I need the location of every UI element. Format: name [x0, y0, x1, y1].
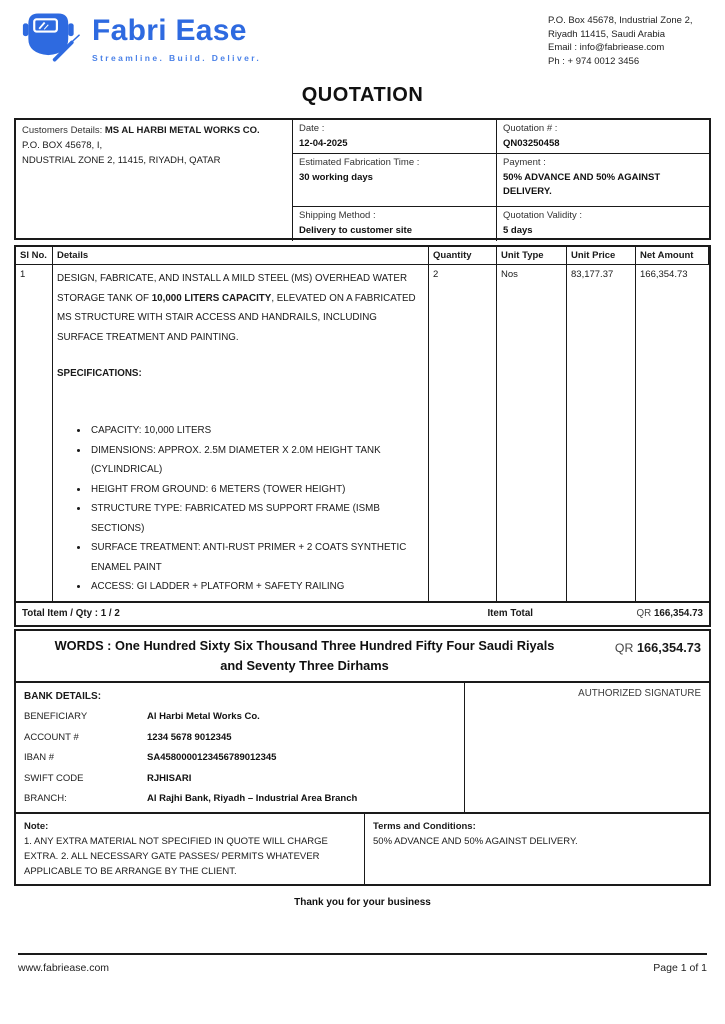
payment-label: Payment :	[503, 157, 546, 168]
note-cell	[16, 814, 365, 884]
customer-name: MS AL HARBI METAL WORKS CO.	[104, 125, 260, 136]
bank-details-cell	[16, 683, 465, 813]
specifications-list	[79, 421, 424, 597]
quotation-number-value: QN03250458	[503, 138, 560, 149]
spec-item: • STRUCTURE TYPE: FABRICATED MS SUPPORT FRAME (ISMB SECTIONS)	[89, 499, 424, 538]
note-body: 1. ANY EXTRA MATERIAL NOT SPECIFIED IN QUOTE WILL CHARGE EXTRA. 2. ALL NECESSARY GATE PASSES/ PERMITS WHATEVER APPLICABLE TO BE ARRANGE BY THE CLIENT.	[24, 836, 328, 877]
company-email: Email : info@fabriease.com	[548, 42, 665, 53]
brand-tagline: Streamline. Build. Deliver.	[92, 53, 262, 63]
currency-code: QR	[636, 608, 652, 619]
item-total-label: Item Total	[487, 608, 533, 619]
item-net-amount: 166,354.73	[640, 269, 688, 280]
date-label: Date :	[299, 123, 325, 134]
specifications-heading: SPECIFICATIONS:	[57, 368, 142, 379]
fabrication-time-label: Estimated Fabrication Time :	[299, 157, 420, 168]
bank-row-swift: SWIFT CODE RJHISARI	[24, 772, 192, 784]
fabrication-time-value: 30 working days	[299, 172, 373, 183]
shipping-method-cell	[293, 207, 497, 241]
spec-item: • SURFACE TREATMENT: ANTI-RUST PRIMER + 2 COATS SYNTHETIC ENAMEL PAINT	[89, 538, 424, 577]
spec-item: • HEIGHT FROM GROUND: 6 METERS (TOWER HEIGHT)	[89, 480, 424, 500]
footer-page-number: Page 1 of 1	[653, 962, 707, 974]
spec-item: • ACCESS: GI LADDER + PLATFORM + SAFETY RAILING	[89, 577, 424, 597]
item-unit-price: 83,177.37	[567, 265, 636, 601]
bank-row-beneficiary: BENEFICIARY Al Harbi Metal Works Co.	[24, 711, 260, 722]
brand-texts	[92, 8, 261, 63]
quotation-number-label: Quotation # :	[503, 123, 558, 134]
bank-row-iban: IBAN # SA4580000123456789012345	[24, 752, 277, 763]
payment-cell	[497, 154, 709, 207]
column-header-quantity: Quantity	[429, 247, 497, 265]
bank-details-heading: BANK DETAILS:	[24, 690, 102, 702]
item-description: DESIGN, FABRICATE, AND INSTALL A MILD STEEL (MS) OVERHEAD WATER STORAGE TANK OF 10,000 LITERS CAPACITY, ELEVATED ON A FABRICATED MS STRUCTURE WITH STAIR ACCESS AND HANDRAILS, INCLUDING SURFACE TREATMENT AND PAINTING.	[57, 273, 416, 343]
terms-body: 50% ADVANCE AND 50% AGAINST DELIVERY.	[373, 836, 578, 847]
column-header-sl-no: Sl No.	[16, 247, 53, 265]
quotation-number-cell	[497, 120, 709, 154]
bank-row-branch: BRANCH: Al Rajhi Bank, Riyadh – Industrial Area Branch	[24, 793, 358, 804]
welding-helmet-icon	[22, 8, 80, 69]
quotation-validity-label: Quotation Validity :	[503, 210, 583, 221]
item-total-amount: QR 166,354.73	[636, 608, 703, 619]
footer-website: www.fabriease.com	[18, 962, 110, 974]
spec-item: • DIMENSIONS: APPROX. 2.5M DIAMETER X 2.0M HEIGHT TANK (CYLINDRICAL)	[89, 441, 424, 480]
quotation-validity-value: 5 days	[503, 225, 533, 236]
item-details-cell	[53, 265, 429, 601]
brand-name: Fabri Ease	[92, 14, 247, 47]
item-unit-type: Nos	[497, 265, 567, 601]
company-contact	[548, 14, 693, 68]
note-heading: Note:	[24, 821, 49, 832]
shipping-method-label: Shipping Method :	[299, 210, 376, 221]
fabrication-time-cell	[293, 154, 497, 207]
brand-block	[22, 8, 261, 69]
company-phone: Ph : + 974 0012 3456	[548, 55, 640, 67]
total-item-qty: Total Item / Qty : 1 / 2	[22, 608, 120, 619]
bank-row-account: ACCOUNT # 1234 5678 9012345	[24, 731, 232, 743]
date-value: 12-04-2025	[299, 138, 348, 149]
amount-in-words-box	[14, 629, 711, 683]
authorized-signature-cell	[465, 683, 709, 813]
closing-message: Thank you for your business	[294, 897, 431, 908]
customer-details-label: Customers Details:	[22, 125, 103, 136]
items-table	[14, 245, 711, 603]
amount-in-words-value: QR 166,354.73	[614, 639, 701, 655]
document-title: QUOTATION	[301, 84, 424, 106]
column-header-details: Details	[53, 247, 429, 265]
amount-in-words: WORDS : One Hundred Sixty Six Thousand Three Hundred Fifty Four Saudi Riyals and Seventy Three Dirhams	[54, 637, 555, 673]
totals-row	[14, 601, 711, 627]
shipping-method-value: Delivery to customer site	[299, 225, 412, 236]
terms-heading: Terms and Conditions:	[373, 821, 476, 832]
company-address-line1: P.O. Box 45678, Industrial Zone 2,	[548, 15, 693, 26]
customer-address-line2: NDUSTRIAL ZONE 2, 11415, RIYADH, QATAR	[22, 155, 221, 166]
column-header-unit-price: Unit Price	[567, 247, 636, 265]
currency-code: QR	[614, 640, 634, 655]
document-body	[14, 118, 711, 908]
bank-details-box	[14, 681, 711, 815]
quotation-info-grid	[14, 118, 711, 240]
date-cell	[293, 120, 497, 154]
authorized-signature-label: AUTHORIZED SIGNATURE	[578, 687, 701, 699]
spec-item: • CAPACITY: 10,000 LITERS	[89, 421, 424, 441]
item-quantity: 2	[429, 265, 497, 601]
column-header-net-amount: Net Amount	[636, 247, 709, 265]
customer-address-line1: P.O. BOX 45678, I,	[22, 140, 103, 151]
customer-details-cell	[16, 120, 293, 241]
terms-cell	[365, 814, 709, 884]
footer	[18, 962, 707, 974]
column-header-unit-type: Unit Type	[497, 247, 567, 265]
footer-divider	[18, 953, 707, 955]
payment-value: 50% ADVANCE AND 50% AGAINST DELIVERY.	[503, 172, 661, 197]
quotation-validity-cell	[497, 207, 709, 241]
company-address-line2: Riyadh 11415, Saudi Arabia	[548, 28, 666, 40]
note-terms-box	[14, 812, 711, 886]
item-sl-no: 1	[16, 265, 53, 601]
